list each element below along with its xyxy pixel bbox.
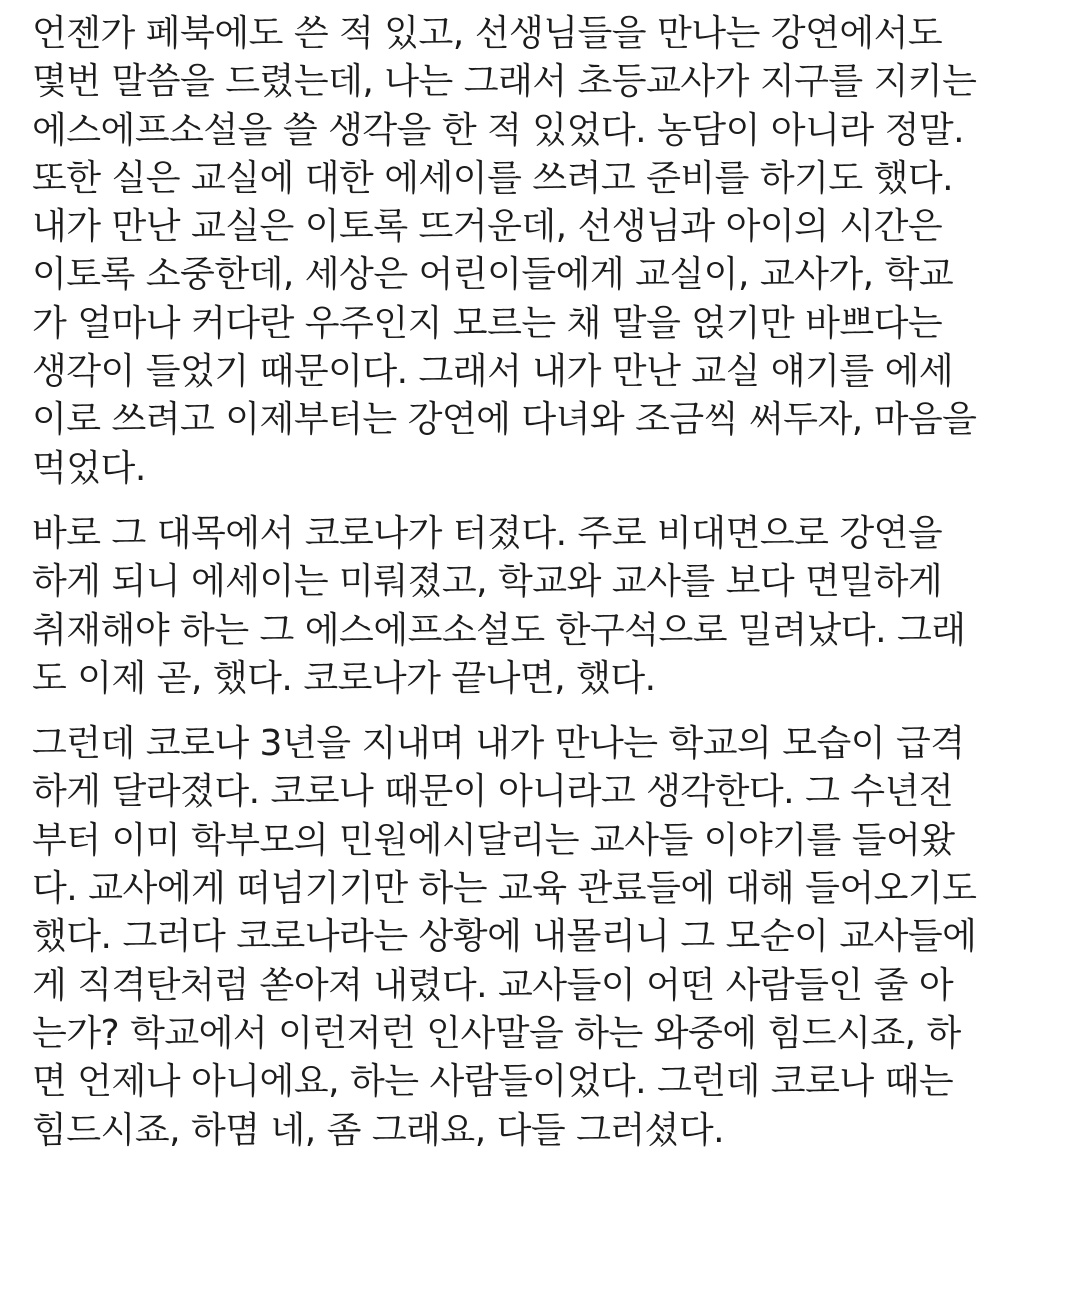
text-line: 하게 달라졌다. 코로나 때문이 아니라고 생각한다. 그 수년전 (32, 771, 954, 813)
text-line: 언젠가 페북에도 쓴 적 있고, 선생님들을 만나는 강연에서도 (32, 13, 943, 54)
text-line: 몇번 말씀을 드렸는데, 나는 그래서 초등교사가 지구를 지키는 (32, 61, 977, 103)
text-line: 했다. 그러다 코로나라는 상황에 내몰리니 그 모순이 교사들에 (32, 916, 977, 958)
text-line: 또한 실은 교실에 대한 에세이를 쓰려고 준비를 하기도 했다. (32, 157, 954, 199)
text-line: 게 직격탄처럼 쏟아져 내렸다. 교사들이 어떤 사람들인 줄 아 (32, 964, 954, 1006)
text-line: 그런데 코로나 3년을 지내며 내가 만나는 학교의 모습이 급격 (32, 723, 965, 765)
text-line: 면 언제나 아니에요, 하는 사람들이었다. 그런데 코로나 때는 (32, 1061, 954, 1103)
text-line: 바로 그 대목에서 코로나가 터졌다. 주로 비대면으로 강연을 (32, 512, 943, 554)
text-line: 에스에프소설을 쓸 생각을 한 적 있었다. 농담이 아니라 정말. (32, 109, 965, 151)
text-line: 다. 교사에게 떠넘기기만 하는 교육 관료들에 대해 들어오기도 (32, 868, 977, 910)
text-line: 생각이 들었기 때문이다. 그래서 내가 만난 교실 얘기를 에세 (32, 351, 954, 393)
text-line: 가 얼마나 커다란 우주인지 모르는 채 말을 얹기만 바쁘다는 (32, 302, 943, 344)
text-line: 먹었다. (32, 447, 146, 489)
text-line: 이토록 소중한데, 세상은 어린이들에게 교실이, 교사가, 학교 (32, 254, 954, 296)
text-line: 도 이제 곧, 했다. 코로나가 끝나면, 했다. (32, 657, 656, 699)
paragraph-1 (32, 10, 1072, 493)
text-line: 부터 이미 학부모의 민원에시달리는 교사들 이야기를 들어왔 (32, 819, 955, 861)
text-line: 는가? 학교에서 이런저런 인사말을 하는 와중에 힘드시죠, 하 (32, 1012, 961, 1054)
paragraph-2 (32, 510, 1072, 703)
text-line: 이로 쓰려고 이제부터는 강연에 다녀와 조금씩 써두자, 마음을 (32, 399, 977, 441)
text-line: 취재해야 하는 그 에스에프소설도 한구석으로 밀려났다. 그래 (32, 609, 966, 651)
text-line: 하게 되니 에세이는 미뤄졌고, 학교와 교사를 보다 면밀하게 (32, 561, 943, 603)
text-line: 힘드시죠, 하몀 네, 좀 그래요, 다들 그러셨다. (32, 1109, 725, 1151)
post-body (32, 10, 1072, 1172)
paragraph-3 (32, 720, 1072, 1155)
text-line: 내가 만난 교실은 이토록 뜨거운데, 선생님과 아이의 시간은 (32, 206, 943, 248)
